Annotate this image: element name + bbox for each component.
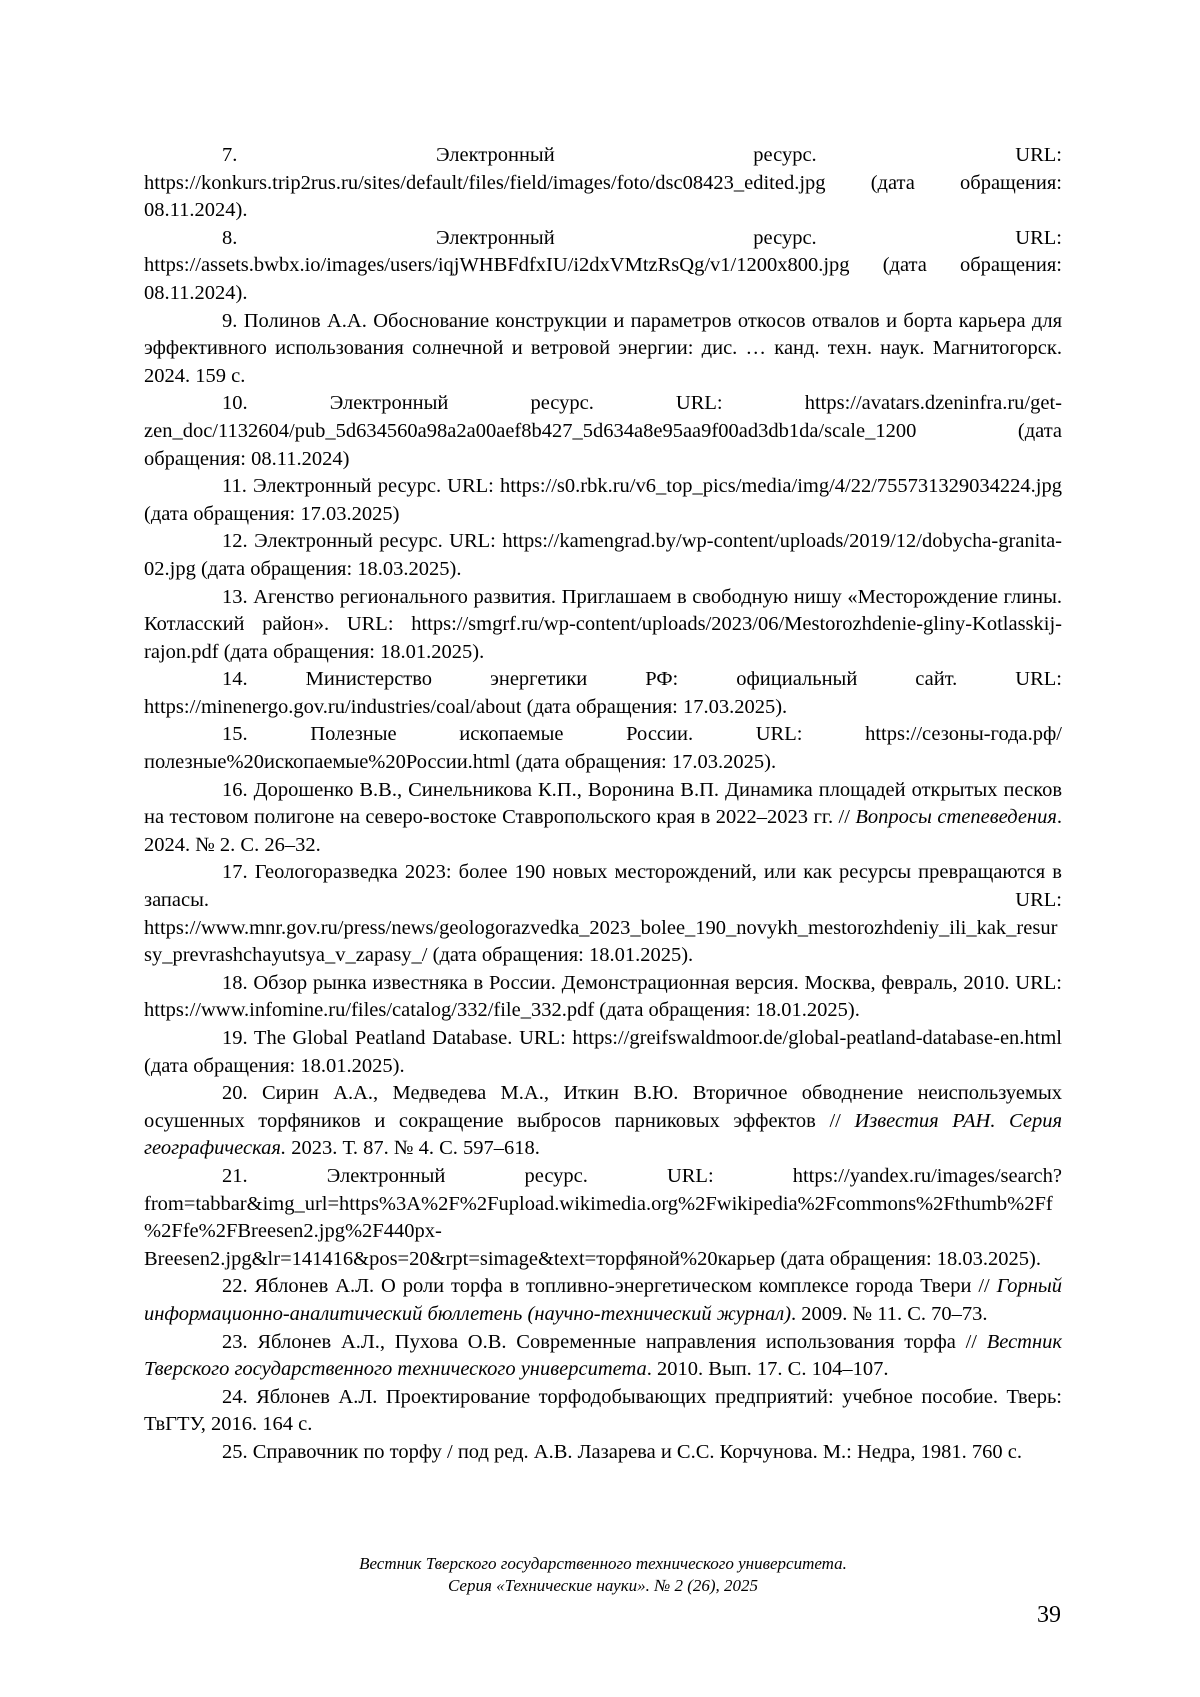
reference-item <box>144 225 1062 308</box>
reference-text: 13. Агенство регионального развития. Приглашаем в свободную нишу «Месторождение глины. Котласский район». URL: https://smgrf.ru/wp-content/uploads/2023/06/Mestorozhdenie-gliny-Kotlasskij-rajon.pdf (дата обращения: 18.01.2025). <box>144 586 1062 663</box>
footer-journal-title: Вестник Тверского государственного технического университета. <box>144 1553 1062 1575</box>
reference-item <box>144 1439 1062 1467</box>
reference-item <box>144 721 1062 776</box>
page-number: 39 <box>1037 1601 1061 1629</box>
reference-item <box>144 1163 1062 1273</box>
reference-item <box>144 528 1062 583</box>
reference-text: 7. Электронный ресурс. URL: https://konkurs.trip2rus.ru/sites/default/files/field/images/foto/dsc08423_edited.jpg (дата обращения: 08.11.2024). <box>144 144 1062 221</box>
reference-text: 9. Полинов А.А. Обоснование конструкции и параметров откосов отвалов и борта карьера для эффективного использования солнечной и ветровой энергии: дис. … канд. техн. наук. Магнитогорск. 2024. 159 с. <box>144 310 1062 387</box>
reference-text: . 2010. Вып. 17. С. 104–107. <box>647 1358 889 1380</box>
reference-item <box>144 308 1062 391</box>
reference-text: 8. Электронный ресурс. URL: https://assets.bwbx.io/images/users/iqjWHBFdfxIU/i2dxVMtzRsQg/v1/1200x800.jpg (дата обращения: 08.11.2024). <box>144 227 1062 304</box>
reference-source-title: Известия РАН. Серия географическая. <box>144 1110 1062 1160</box>
reference-source-title: Вестник Тверского государственного технического университета <box>144 1331 1062 1381</box>
reference-text: 20. Сирин А.А., Медведева М.А., Иткин В.Ю. Вторичное обводнение неиспользуемых осушенных торфяников и сокращение выбросов парниковых эффектов // <box>144 1082 1062 1132</box>
reference-text: 16. Дорошенко В.В., Синельникова К.П., Воронина В.П. Динамика площадей открытых песков на тестовом полигоне на северо-востоке Ставропольского края в 2022–2023 гг. // <box>144 779 1062 829</box>
reference-list <box>144 142 1062 1467</box>
reference-text: 19. The Global Peatland Database. URL: https://greifswaldmoor.de/global-peatland-database-en.html (дата обращения: 18.01.2025). <box>144 1027 1062 1077</box>
reference-text: . 2009. № 11. С. 70–73. <box>791 1303 987 1325</box>
reference-text: 12. Электронный ресурс. URL: https://kamengrad.by/wp-content/uploads/2019/12/dobycha-granita-02.jpg (дата обращения: 18.03.2025). <box>144 530 1062 580</box>
reference-item <box>144 666 1062 721</box>
reference-text: 18. Обзор рынка известняка в России. Демонстрационная версия. Москва, февраль, 2010. URL: https://www.infomine.ru/files/catalog/332/file_332.pdf (дата обращения: 18.01.2025). <box>144 972 1062 1022</box>
reference-text: 17. Геологоразведка 2023: более 190 новых месторождений, или как ресурсы превращаются в запасы. URL: https://www.mnr.gov.ru/press/news/geologorazvedka_2023_bolee_190_novykh_mestorozhdeniy_ili_kak_resursy_prevrashchayutsya_v_zapasy_/ (дата обращения: 18.01.2025). <box>144 861 1062 966</box>
reference-item <box>144 390 1062 473</box>
reference-item <box>144 1329 1062 1384</box>
reference-source-title: Горный информационно-аналитический бюллетень (научно-технический журнал) <box>144 1275 1062 1325</box>
reference-text: 10. Электронный ресурс. URL: https://avatars.dzeninfra.ru/get-zen_doc/1132604/pub_5d634560a98a2a00aef8b427_5d634a8e95aa9f00ad3db1da/scale_1200 (дата обращения: 08.11.2024) <box>144 392 1062 469</box>
reference-text: 14. Министерство энергетики РФ: официальный сайт. URL: https://minenergo.gov.ru/industries/coal/about (дата обращения: 17.03.2025). <box>144 668 1062 718</box>
running-footer <box>144 1553 1062 1597</box>
reference-text: 22. Яблонев А.Л. О роли торфа в топливно-энергетическом комплексе города Твери // <box>222 1275 997 1297</box>
reference-item <box>144 777 1062 860</box>
reference-item <box>144 584 1062 667</box>
reference-item <box>144 859 1062 969</box>
reference-item <box>144 970 1062 1025</box>
reference-text: 15. Полезные ископаемые России. URL: https://сезоны-года.рф/полезные%20ископаемые%20России.html (дата обращения: 17.03.2025). <box>144 723 1062 773</box>
reference-text: 21. Электронный ресурс. URL: https://yandex.ru/images/search?from=tabbar&img_url=https%3A%2F%2Fupload.wikimedia.org%2Fwikipedia%2Fcommons%2Fthumb%2Ff%2Ffe%2FBreesen2.jpg%2F440px-Breesen2.jpg&lr=141416&pos=20&rpt=simage&text=торфяной%20карьер (дата обращения: 18.03.2025). <box>144 1165 1062 1270</box>
reference-text: 2023. Т. 87. № 4. С. 597–618. <box>286 1137 540 1159</box>
reference-text: 24. Яблонев А.Л. Проектирование торфодобывающих предприятий: учебное пособие. Тверь: ТвГТУ, 2016. 164 с. <box>144 1386 1062 1436</box>
reference-item <box>144 473 1062 528</box>
reference-text: 23. Яблонев А.Л., Пухова О.В. Современные направления использования торфа // <box>222 1331 987 1353</box>
reference-text: 11. Электронный ресурс. URL: https://s0.rbk.ru/v6_top_pics/media/img/4/22/755731329034224.jpg (дата обращения: 17.03.2025) <box>144 475 1062 525</box>
reference-item <box>144 142 1062 225</box>
reference-item <box>144 1384 1062 1439</box>
footer-series-issue: Серия «Технические науки». № 2 (26), 2025 <box>144 1575 1062 1597</box>
reference-item <box>144 1080 1062 1163</box>
reference-text: . 2024. № 2. С. 26–32. <box>144 806 1062 856</box>
reference-item <box>144 1273 1062 1328</box>
reference-item <box>144 1025 1062 1080</box>
reference-source-title: Вопросы степеведения <box>855 806 1056 828</box>
reference-text: 25. Справочник по торфу / под ред. А.В. Лазарева и С.С. Корчунова. М.: Недра, 1981. 760 с. <box>222 1441 1022 1463</box>
